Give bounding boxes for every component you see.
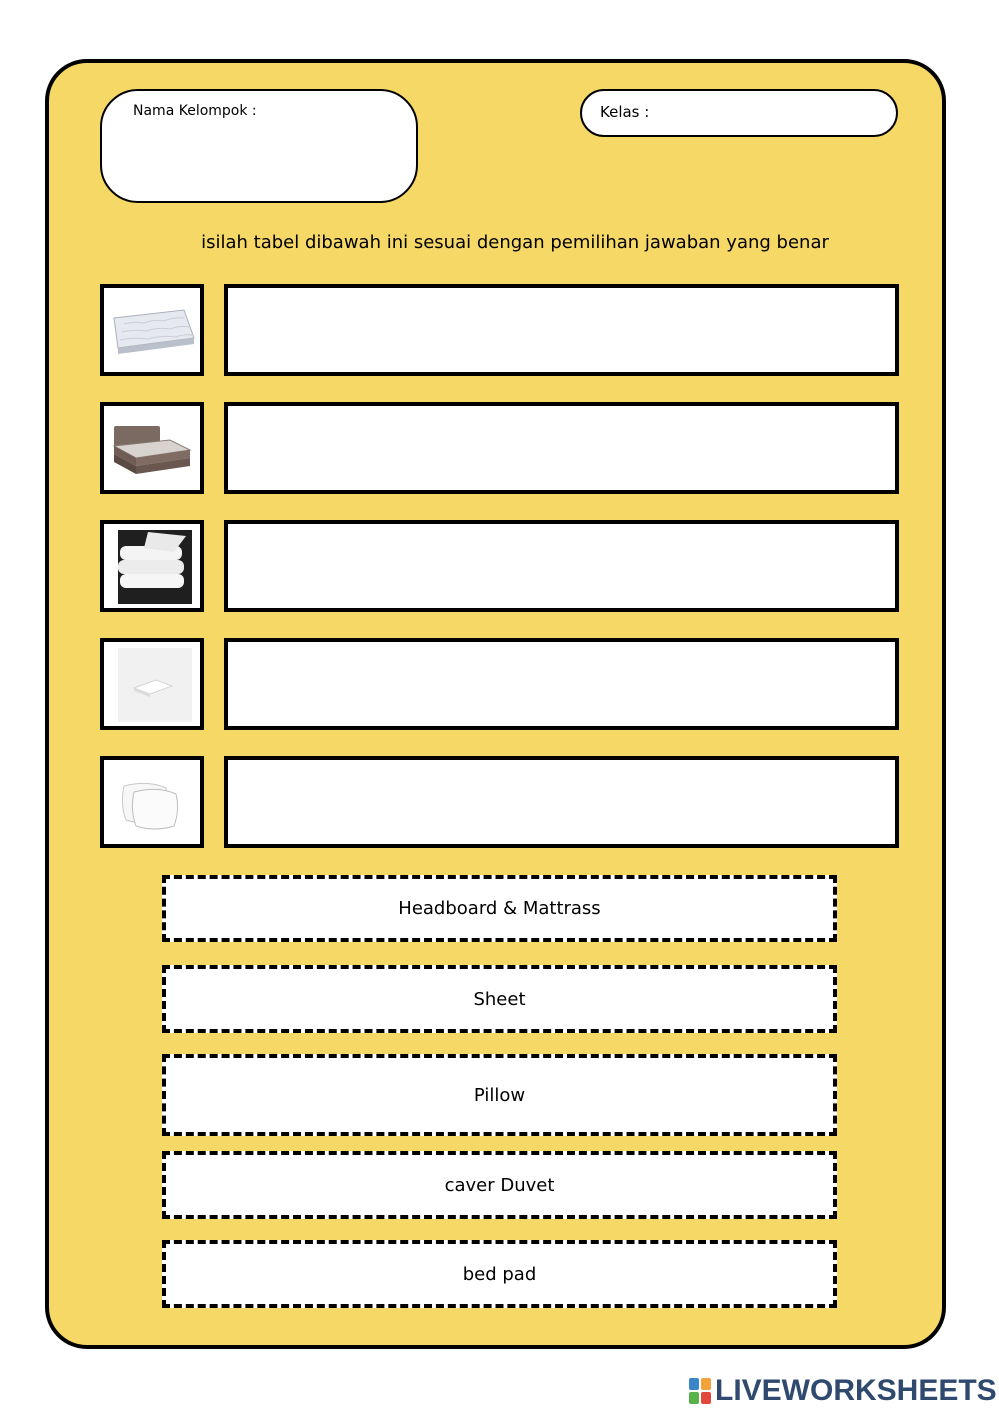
brand-name: LIVEWORKSHEETS [715, 1374, 997, 1407]
duvet-cover-icon [100, 638, 204, 730]
answer-box-3[interactable] [224, 520, 899, 612]
class-label: Kelas : [600, 103, 650, 121]
group-name-field[interactable] [100, 89, 418, 203]
answer-box-2[interactable] [224, 402, 899, 494]
option-label: Pillow [473, 1084, 526, 1106]
instruction-text: isilah tabel dibawah ini sesuai dengan pemilihan jawaban yang benar [201, 232, 829, 253]
option-duvet-cover[interactable] [162, 1151, 837, 1219]
option-sheet[interactable] [162, 965, 837, 1033]
class-field[interactable] [580, 89, 898, 137]
answer-box-1[interactable] [224, 284, 899, 376]
pillows-icon [100, 756, 204, 848]
bed-pad-icon [100, 284, 204, 376]
group-name-label: Nama Kelompok : [133, 103, 257, 119]
liveworksheets-logo[interactable] [689, 1374, 997, 1408]
option-label: caver Duvet [444, 1174, 555, 1196]
option-label: bed pad [462, 1263, 537, 1285]
option-bed-pad[interactable] [162, 1240, 837, 1308]
answer-box-5[interactable] [224, 756, 899, 848]
answer-box-4[interactable] [224, 638, 899, 730]
option-label: Sheet [473, 988, 526, 1010]
bed-headboard-mattress-icon [100, 402, 204, 494]
folded-sheets-icon [100, 520, 204, 612]
option-headboard-mattress[interactable] [162, 875, 837, 942]
liveworksheets-mark-icon [689, 1378, 711, 1404]
option-label: Headboard & Mattrass [398, 898, 601, 919]
option-pillow[interactable] [162, 1054, 837, 1136]
